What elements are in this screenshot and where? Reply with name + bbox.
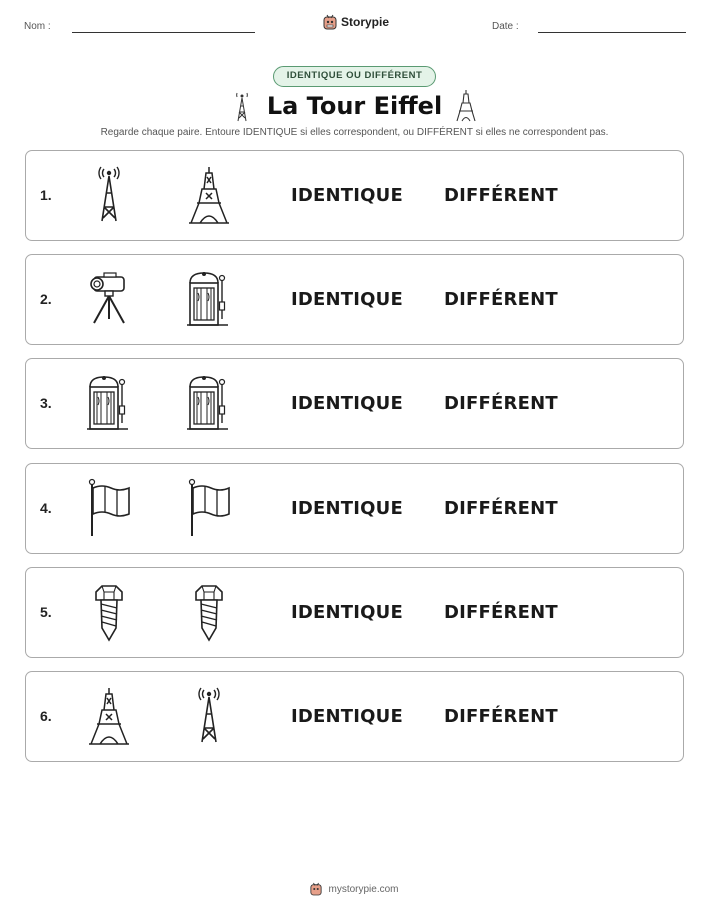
name-line[interactable] — [72, 32, 255, 33]
rivet-bolt-icon — [184, 582, 234, 642]
row-number: 6. — [40, 708, 52, 724]
option-identique[interactable]: IDENTIQUE — [291, 289, 403, 310]
storypie-mascot-icon — [310, 882, 322, 896]
storypie-mascot-icon — [323, 14, 337, 30]
exercise-row — [25, 567, 684, 658]
option-identique[interactable]: IDENTIQUE — [291, 602, 403, 623]
footer-url: mystorypie.com — [328, 883, 399, 895]
french-flag-icon — [84, 478, 134, 538]
eiffel-tower-icon — [184, 165, 234, 225]
page-title: La Tour Eiffel — [266, 92, 443, 120]
option-identique[interactable]: IDENTIQUE — [291, 393, 403, 414]
date-label: Date : — [492, 21, 519, 32]
row-number: 2. — [40, 291, 52, 307]
french-flag-icon — [184, 478, 234, 538]
rivet-bolt-icon — [84, 582, 134, 642]
exercise-row — [25, 671, 684, 762]
exercise-row — [25, 358, 684, 449]
option-different[interactable]: DIFFÉRENT — [444, 185, 558, 206]
row-number: 1. — [40, 187, 52, 203]
instructions: Regarde chaque paire. Entoure IDENTIQUE si elles correspondent, ou DIFFÉRENT si elles ne correspondent pas. — [100, 127, 609, 138]
name-label: Nom : — [24, 21, 51, 32]
elevator-icon — [184, 373, 234, 433]
option-different[interactable]: DIFFÉRENT — [444, 706, 558, 727]
option-different[interactable]: DIFFÉRENT — [444, 602, 558, 623]
eiffel-tower-icon — [455, 90, 477, 122]
option-identique[interactable]: IDENTIQUE — [291, 498, 403, 519]
elevator-icon — [84, 373, 134, 433]
date-line[interactable] — [538, 32, 686, 33]
option-different[interactable]: DIFFÉRENT — [444, 498, 558, 519]
option-different[interactable]: DIFFÉRENT — [444, 289, 558, 310]
surveyor-level-icon — [84, 269, 134, 329]
option-different[interactable]: DIFFÉRENT — [444, 393, 558, 414]
brand-name: Storypie — [341, 15, 390, 29]
row-number: 5. — [40, 604, 52, 620]
row-number: 3. — [40, 395, 52, 411]
radio-antenna-icon — [184, 686, 234, 746]
row-number: 4. — [40, 500, 52, 516]
eiffel-tower-icon — [84, 686, 134, 746]
brand-logo — [323, 14, 389, 30]
option-identique[interactable]: IDENTIQUE — [291, 185, 403, 206]
elevator-icon — [184, 269, 234, 329]
radio-antenna-icon — [84, 165, 134, 225]
exercise-row — [25, 463, 684, 554]
worksheet-type-badge: IDENTIQUE OU DIFFÉRENT — [273, 66, 436, 87]
option-identique[interactable]: IDENTIQUE — [291, 706, 403, 727]
exercise-row — [25, 150, 684, 241]
exercise-row — [25, 254, 684, 345]
footer — [0, 882, 709, 896]
